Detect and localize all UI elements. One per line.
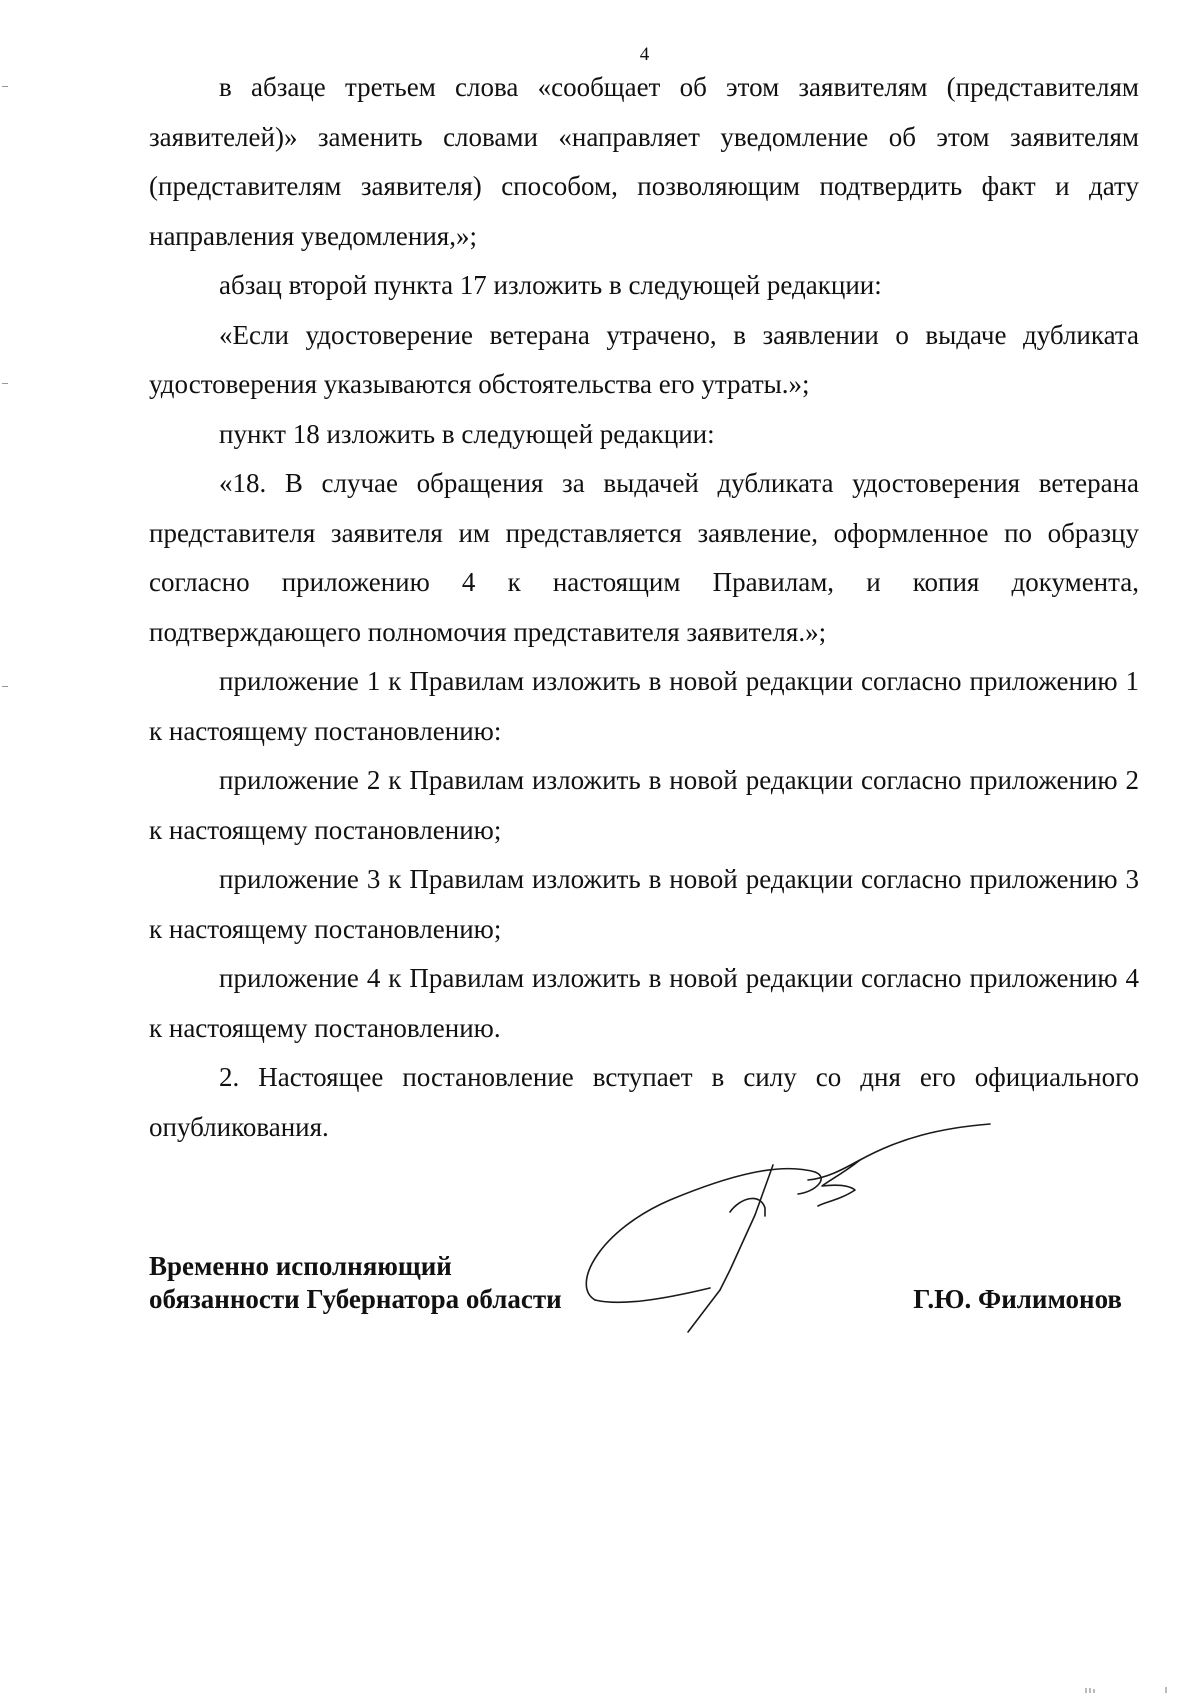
signatory-name: Г.Ю. Филимонов xyxy=(913,1284,1122,1314)
page-number: 4 xyxy=(639,44,650,65)
signatory-position-line: обязанности Губернатора области xyxy=(149,1284,562,1314)
paragraph: «18. В случае обращения за выдачей дубликата удостоверения ветерана представителя заявителя им представляется заявление, оформленное по образцу согласно приложению 4 к настоящим Правилам, и копия документа, подтверждающего полномочия представителя заявителя.»; xyxy=(149,468,1139,647)
scan-margin-mark xyxy=(2,686,8,687)
paragraph: пункт 18 изложить в следующей редакции: xyxy=(219,418,715,449)
paragraph: приложение 2 к Правилам изложить в новой редакции согласно приложению 2 к настоящему постановлению; xyxy=(149,765,1139,845)
paragraph: приложение 4 к Правилам изложить в новой редакции согласно приложению 4 к настоящему постановлению. xyxy=(149,963,1139,1043)
scan-margin-mark xyxy=(2,383,8,384)
paragraph: «Если удостоверение ветерана утрачено, в заявлении о выдаче дубликата удостоверения указываются обстоятельства его утраты.»; xyxy=(149,319,1139,399)
paragraph: абзац второй пункта 17 изложить в следующей редакции: xyxy=(219,270,882,300)
scan-margin-mark xyxy=(2,86,8,87)
document-body xyxy=(149,63,1139,1152)
paragraph: приложение 1 к Правилам изложить в новой редакции согласно приложению 1 к настоящему постановлению: xyxy=(149,666,1139,746)
signatory-position-line: Временно исполняющий xyxy=(149,1251,452,1281)
scan-footer-mark xyxy=(1066,1685,1176,1695)
signatory-position xyxy=(149,1250,562,1316)
paragraph: приложение 3 к Правилам изложить в новой редакции согласно приложению 3 к настоящему постановлению; xyxy=(149,864,1139,944)
paragraph: в абзаце третьем слова «сообщает об этом заявителям (представителям заявителей)» заменить словами «направляет уведомление об этом заявителям (представителям заявителя) способом, позволяющим подтвердить факт и дату направления уведомления,»; xyxy=(149,72,1139,251)
paragraph: 2. Настоящее постановление вступает в силу со дня его официального опубликования. xyxy=(149,1062,1139,1142)
